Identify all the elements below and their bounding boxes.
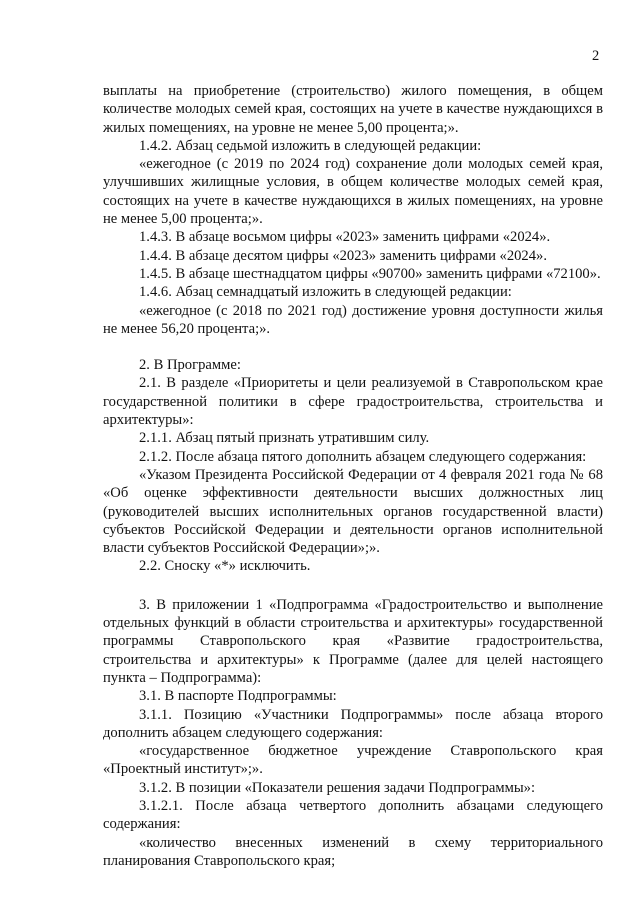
- paragraph: 2.1.1. Абзац пятый признать утратившим силу.: [139, 430, 430, 447]
- paragraph: «ежегодное (с 2019 по 2024 год) сохранение доли молодых семей края, улучшивших жилищные условия, в общем количестве молодых семей края, состоящих на учете в качестве нуждающихся в жилых помещениях, на уровне не менее 5,00 процента;».: [103, 156, 603, 228]
- spacer: [103, 576, 603, 596]
- section-heading: 2. В Программе:: [139, 357, 241, 374]
- paragraph: 1.4.2. Абзац седьмой изложить в следующей редакции:: [139, 137, 482, 154]
- paragraph: «государственное бюджетное учреждение Ставропольского края «Проектный институт»;».: [103, 743, 603, 778]
- paragraph: выплаты на приобретение (строительство) жилого помещения, в общем количестве молодых семей края, состоящих на учете в качестве нуждающихся в жилых помещениях, на уровне не менее 5,00 процента;».: [103, 83, 603, 136]
- paragraph: 1.4.5. В абзаце шестнадцатом цифры «90700» заменить цифрами «72100».: [139, 265, 601, 282]
- paragraph: 3.1.2. В позиции «Показатели решения задачи Подпрограммы»:: [139, 779, 536, 796]
- spacer: [103, 338, 603, 356]
- paragraph: «Указом Президента Российской Федерации от 4 февраля 2021 года № 68 «Об оценке эффективности деятельности высших должностных лиц (руководителей высших исполнительных органов государственной власти) субъектов Российской Федерации и деятельности органов исполнительной власти субъектов Российской Федерации»;».: [103, 466, 603, 557]
- paragraph: «ежегодное (с 2018 по 2021 год) достижение уровня доступности жилья не менее 56,20 процента;».: [103, 302, 603, 337]
- paragraph: 2.2. Сноску «*» исключить.: [139, 558, 311, 575]
- paragraph: 3.1.2.1. После абзаца четвертого дополнить абзацами следующего содержания:: [103, 797, 603, 833]
- page-number: 2: [592, 48, 600, 64]
- paragraph: 1.4.6. Абзац семнадцатый изложить в следующей редакции:: [139, 284, 512, 301]
- paragraph: 3.1. В паспорте Подпрограммы:: [139, 688, 337, 705]
- paragraph: 2.1. В разделе «Приоритеты и цели реализуемой в Ставропольском крае государственной политики в сфере градостроительства, строительства и архитектуры»:: [103, 375, 603, 429]
- section-heading: 3. В приложении 1 «Подпрограмма «Градостроительство и выполнение отдельных функций в области строительства и архитектуры» государственной программы Ставропольского края «Развитие градостроительства, строительства и архитектуры» к Программе (далее для целей настоящего пункта – Подпрограмма):: [103, 596, 603, 686]
- document-body: [103, 82, 603, 870]
- paragraph: 2.1.2. После абзаца пятого дополнить абзацем следующего содержания:: [139, 448, 587, 465]
- paragraph: 1.4.4. В абзаце десятом цифры «2023» заменить цифрами «2024».: [139, 247, 547, 264]
- paragraph: 1.4.3. В абзаце восьмом цифры «2023» заменить цифрами «2024».: [139, 229, 551, 246]
- paragraph: «количество внесенных изменений в схему территориального планирования Ставропольского края;: [103, 834, 603, 869]
- paragraph: 3.1.1. Позицию «Участники Подпрограммы» после абзаца второго дополнить абзацем следующего содержания:: [103, 706, 603, 741]
